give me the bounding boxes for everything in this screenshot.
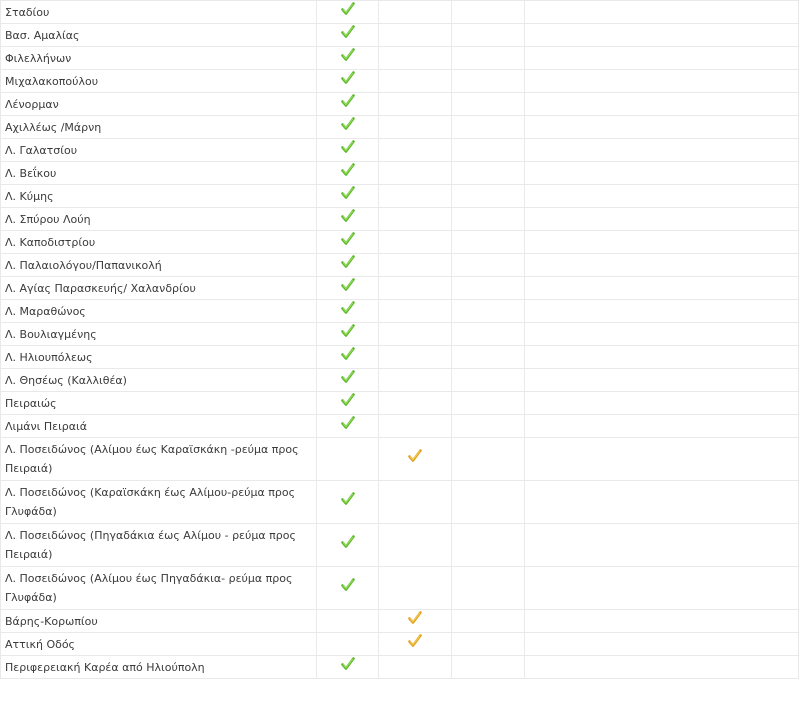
road-name: Λ. Αγίας Παρασκευής/ Χαλανδρίου <box>1 277 317 300</box>
road-name: Λ. Ηλιουπόλεως <box>1 346 317 369</box>
green-check-icon <box>341 48 355 62</box>
status-cell-status_warn <box>379 93 452 116</box>
status-cell-status_3 <box>452 116 525 139</box>
status-cell-status_3 <box>452 392 525 415</box>
status-cell-status_warn <box>379 481 452 524</box>
green-check-icon <box>341 657 355 671</box>
status-cell-status_3 <box>452 162 525 185</box>
table-body <box>1 1 799 679</box>
table-row <box>1 610 799 633</box>
status-cell-status_4 <box>525 392 799 415</box>
status-cell-status_3 <box>452 610 525 633</box>
status-cell-status_4 <box>525 438 799 481</box>
table-row <box>1 93 799 116</box>
status-cell-status_3 <box>452 438 525 481</box>
road-name: Λ. Ποσειδώνος (Πηγαδάκια έως Αλίμου - ρεύμα προς Πειραιά) <box>1 524 317 567</box>
status-cell-status_4 <box>525 93 799 116</box>
status-cell-status_ok <box>317 185 379 208</box>
status-cell-status_ok <box>317 277 379 300</box>
green-check-icon <box>341 255 355 269</box>
status-cell-status_warn <box>379 24 452 47</box>
table-row <box>1 1 799 24</box>
status-cell-status_4 <box>525 481 799 524</box>
status-cell-status_warn <box>379 70 452 93</box>
green-check-icon <box>341 535 355 549</box>
table-row <box>1 254 799 277</box>
status-cell-status_warn <box>379 47 452 70</box>
table-row <box>1 208 799 231</box>
status-cell-status_warn <box>379 415 452 438</box>
road-name: Λ. Παλαιολόγου/Παπανικολή <box>1 254 317 277</box>
status-cell-status_warn <box>379 524 452 567</box>
status-cell-status_4 <box>525 369 799 392</box>
status-cell-status_warn <box>379 346 452 369</box>
table-row <box>1 277 799 300</box>
status-cell-status_4 <box>525 70 799 93</box>
table-row <box>1 524 799 567</box>
road-name: Πειραιώς <box>1 392 317 415</box>
road-name: Λ. Ποσειδώνος (Αλίμου έως Πηγαδάκια- ρεύμα προς Γλυφάδα) <box>1 567 317 610</box>
status-cell-status_warn <box>379 1 452 24</box>
status-cell-status_3 <box>452 93 525 116</box>
status-cell-status_warn <box>379 656 452 679</box>
road-name: Λ. Μαραθώνος <box>1 300 317 323</box>
road-name: Λ. Ποσειδώνος (Καραϊσκάκη έως Αλίμου-ρεύμα προς Γλυφάδα) <box>1 481 317 524</box>
status-cell-status_warn <box>379 567 452 610</box>
green-check-icon <box>341 278 355 292</box>
status-cell-status_ok <box>317 116 379 139</box>
status-cell-status_ok <box>317 24 379 47</box>
status-cell-status_3 <box>452 524 525 567</box>
status-cell-status_3 <box>452 300 525 323</box>
green-check-icon <box>341 163 355 177</box>
status-cell-status_warn <box>379 208 452 231</box>
table-row <box>1 369 799 392</box>
status-cell-status_4 <box>525 116 799 139</box>
status-cell-status_4 <box>525 277 799 300</box>
status-cell-status_warn <box>379 162 452 185</box>
green-check-icon <box>341 370 355 384</box>
status-cell-status_4 <box>525 415 799 438</box>
status-cell-status_ok <box>317 415 379 438</box>
status-cell-status_4 <box>525 162 799 185</box>
green-check-icon <box>341 578 355 592</box>
green-check-icon <box>341 301 355 315</box>
status-cell-status_4 <box>525 346 799 369</box>
road-name: Αττική Οδός <box>1 633 317 656</box>
status-cell-status_3 <box>452 633 525 656</box>
table-row <box>1 567 799 610</box>
status-cell-status_4 <box>525 524 799 567</box>
table-row <box>1 116 799 139</box>
table-row <box>1 633 799 656</box>
table-row <box>1 24 799 47</box>
status-cell-status_3 <box>452 70 525 93</box>
orange-check-icon <box>408 634 422 648</box>
status-cell-status_4 <box>525 656 799 679</box>
status-cell-status_4 <box>525 231 799 254</box>
status-cell-status_3 <box>452 656 525 679</box>
status-cell-status_ok <box>317 70 379 93</box>
status-cell-status_3 <box>452 139 525 162</box>
status-cell-status_3 <box>452 323 525 346</box>
green-check-icon <box>341 140 355 154</box>
table-row <box>1 481 799 524</box>
status-cell-status_4 <box>525 323 799 346</box>
status-cell-status_3 <box>452 24 525 47</box>
status-cell-status_warn <box>379 323 452 346</box>
status-cell-status_ok <box>317 481 379 524</box>
status-cell-status_3 <box>452 1 525 24</box>
status-cell-status_warn <box>379 185 452 208</box>
status-cell-status_warn <box>379 231 452 254</box>
status-cell-status_ok <box>317 633 379 656</box>
green-check-icon <box>341 492 355 506</box>
status-cell-status_4 <box>525 254 799 277</box>
green-check-icon <box>341 25 355 39</box>
status-cell-status_warn <box>379 277 452 300</box>
green-check-icon <box>341 94 355 108</box>
road-name: Λ. Καποδιστρίου <box>1 231 317 254</box>
status-cell-status_4 <box>525 300 799 323</box>
status-cell-status_warn <box>379 438 452 481</box>
table-row <box>1 185 799 208</box>
status-cell-status_ok <box>317 438 379 481</box>
status-cell-status_ok <box>317 254 379 277</box>
status-cell-status_3 <box>452 208 525 231</box>
status-cell-status_ok <box>317 139 379 162</box>
green-check-icon <box>341 393 355 407</box>
status-cell-status_ok <box>317 1 379 24</box>
road-name: Λ. Θησέως (Καλλιθέα) <box>1 369 317 392</box>
table-row <box>1 656 799 679</box>
road-name: Λ. Ποσειδώνος (Αλίμου έως Καραϊσκάκη -ρεύμα προς Πειραιά) <box>1 438 317 481</box>
table-row <box>1 323 799 346</box>
status-cell-status_warn <box>379 300 452 323</box>
status-cell-status_ok <box>317 610 379 633</box>
status-cell-status_ok <box>317 346 379 369</box>
road-name: Φιλελλήνων <box>1 47 317 70</box>
table-row <box>1 392 799 415</box>
table-row <box>1 300 799 323</box>
status-cell-status_3 <box>452 254 525 277</box>
status-cell-status_4 <box>525 567 799 610</box>
green-check-icon <box>341 117 355 131</box>
status-cell-status_ok <box>317 208 379 231</box>
status-cell-status_ok <box>317 323 379 346</box>
status-cell-status_warn <box>379 392 452 415</box>
road-name: Λ. Σπύρου Λούη <box>1 208 317 231</box>
status-cell-status_4 <box>525 633 799 656</box>
status-cell-status_ok <box>317 93 379 116</box>
road-name: Βάρης-Κορωπίου <box>1 610 317 633</box>
status-cell-status_3 <box>452 346 525 369</box>
road-name: Σταδίου <box>1 1 317 24</box>
table-row <box>1 70 799 93</box>
status-cell-status_4 <box>525 1 799 24</box>
status-cell-status_3 <box>452 369 525 392</box>
status-cell-status_3 <box>452 567 525 610</box>
status-cell-status_warn <box>379 139 452 162</box>
table-row <box>1 415 799 438</box>
road-name: Λ. Βεΐκου <box>1 162 317 185</box>
green-check-icon <box>341 232 355 246</box>
table-row <box>1 438 799 481</box>
table-row <box>1 139 799 162</box>
status-cell-status_4 <box>525 24 799 47</box>
status-cell-status_4 <box>525 610 799 633</box>
road-name: Λένορμαν <box>1 93 317 116</box>
status-cell-status_ok <box>317 369 379 392</box>
status-cell-status_3 <box>452 231 525 254</box>
green-check-icon <box>341 209 355 223</box>
road-name: Αχιλλέως /Μάρνη <box>1 116 317 139</box>
status-cell-status_3 <box>452 47 525 70</box>
status-cell-status_ok <box>317 300 379 323</box>
status-cell-status_3 <box>452 277 525 300</box>
status-cell-status_3 <box>452 415 525 438</box>
status-cell-status_warn <box>379 369 452 392</box>
status-cell-status_warn <box>379 254 452 277</box>
status-cell-status_ok <box>317 231 379 254</box>
road-name: Λιμάνι Πειραιά <box>1 415 317 438</box>
road-name: Λ. Βουλιαγμένης <box>1 323 317 346</box>
table-row <box>1 231 799 254</box>
status-cell-status_ok <box>317 47 379 70</box>
table-row <box>1 47 799 70</box>
status-cell-status_ok <box>317 524 379 567</box>
road-name: Λ. Γαλατσίου <box>1 139 317 162</box>
road-name: Περιφερειακή Καρέα από Ηλιούπολη <box>1 656 317 679</box>
orange-check-icon <box>408 449 422 463</box>
road-name: Λ. Κύμης <box>1 185 317 208</box>
green-check-icon <box>341 416 355 430</box>
status-cell-status_3 <box>452 185 525 208</box>
status-cell-status_3 <box>452 481 525 524</box>
green-check-icon <box>341 2 355 16</box>
status-cell-status_ok <box>317 656 379 679</box>
road-name: Μιχαλακοπούλου <box>1 70 317 93</box>
status-cell-status_warn <box>379 633 452 656</box>
status-cell-status_4 <box>525 185 799 208</box>
table-row <box>1 346 799 369</box>
green-check-icon <box>341 186 355 200</box>
green-check-icon <box>341 347 355 361</box>
status-cell-status_4 <box>525 139 799 162</box>
status-cell-status_4 <box>525 208 799 231</box>
status-cell-status_ok <box>317 567 379 610</box>
table-row <box>1 162 799 185</box>
status-cell-status_ok <box>317 392 379 415</box>
green-check-icon <box>341 71 355 85</box>
orange-check-icon <box>408 611 422 625</box>
road-name: Βασ. Αμαλίας <box>1 24 317 47</box>
status-cell-status_warn <box>379 610 452 633</box>
status-cell-status_ok <box>317 162 379 185</box>
status-cell-status_4 <box>525 47 799 70</box>
green-check-icon <box>341 324 355 338</box>
status-cell-status_warn <box>379 116 452 139</box>
